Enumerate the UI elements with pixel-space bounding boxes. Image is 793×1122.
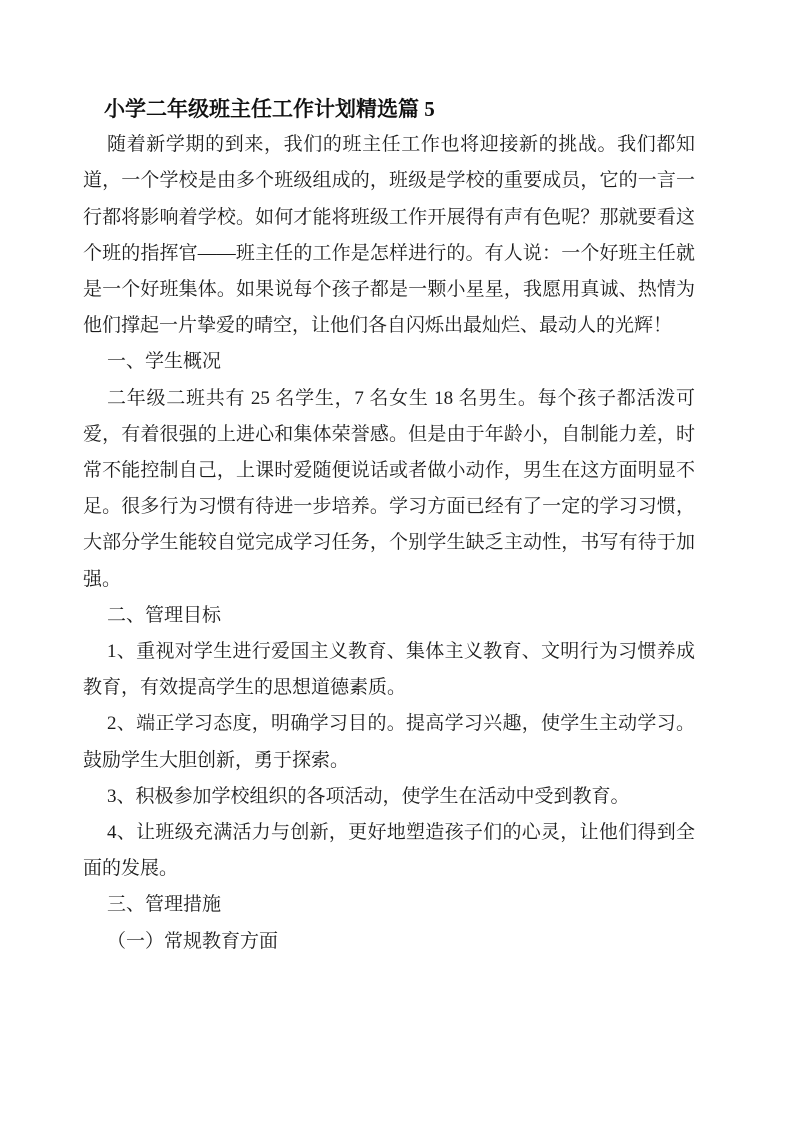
list-item-goal-3: 3、积极参加学校组织的各项活动，使学生在活动中受到教育。 [107,785,630,807]
heading-routine-education: （一）常规教育方面 [107,930,279,952]
list-item-goal-1: 1、重视对学生进行爱国主义教育、集体主义教育、文明行为习惯养成教育，有效提高学生的思想道德素质。 [83,641,695,699]
heading-student-overview: 一、学生概况 [107,351,222,373]
heading-management-goals: 二、管理目标 [107,604,222,626]
list-item-goal-2: 2、端正学习态度，明确学习目的。提高学习兴趣，使学生主动学习。鼓励学生大胆创新，勇于探索。 [83,713,695,771]
paragraph-student-overview: 二年级二班共有 25 名学生，7 名女生 18 名男生。每个孩子都活泼可爱，有着很强的上进心和集体荣誉感。但是由于年龄小，自制能力差，时常不能控制自己，上课时爱随便说话或者做小动作，男生在这方面明显不足。很多行为习惯有待进一步培养。学习方面已经有了一定的学习习惯，大部分学生能较自觉完成学习任务，个别学生缺乏主动性，书写有待于加强。 [83,387,695,590]
list-item-goal-4: 4、让班级充满活力与创新，更好地塑造孩子们的心灵，让他们得到全面的发展。 [83,822,695,880]
document-content [83,91,695,960]
document-title: 小学二年级班主任工作计划精选篇 5 [104,97,435,121]
heading-management-measures: 三、管理措施 [107,894,222,916]
paragraph-intro: 随着新学期的到来，我们的班主任工作也将迎接新的挑战。我们都知道，一个学校是由多个班级组成的，班级是学校的重要成员，它的一言一行都将影响着学校。如何才能将班级工作开展得有声有色呢？那就要看这个班的指挥官——班主任的工作是怎样进行的。有人说：一个好班主任就是一个好班集体。如果说每个孩子都是一颗小星星，我愿用真诚、热情为他们撑起一片挚爱的晴空，让他们各自闪烁出最灿烂、最动人的光辉！ [83,134,695,337]
